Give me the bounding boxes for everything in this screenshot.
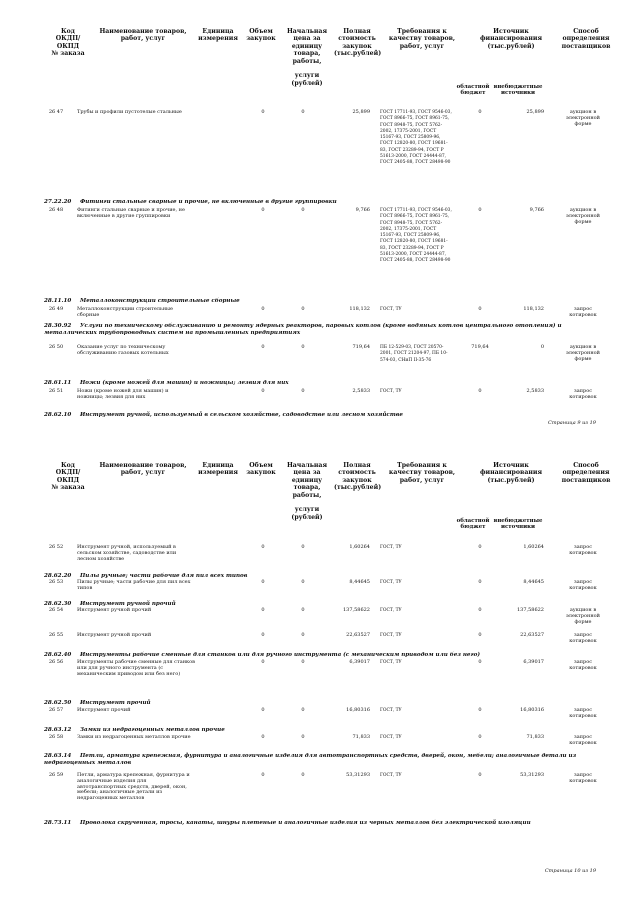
row-id: 26 54: [48, 607, 64, 613]
row-extra: 53,31293: [520, 772, 544, 778]
group-code: 27.22.20: [44, 199, 72, 205]
header-volume: Объем закупок: [246, 28, 276, 43]
row-volume: 0: [261, 607, 265, 613]
row-regional: 719,64: [471, 344, 489, 350]
row-id: 26 58: [48, 734, 64, 740]
group-code: 28.62.50: [44, 700, 72, 706]
row-total: 8,44645: [349, 579, 370, 585]
group-heading: [44, 727, 604, 734]
group-title: Инструменты рабочие сменные для станков или для ручного инструмента (с механическим приводом или без него): [80, 652, 480, 658]
row-price: 0: [301, 707, 305, 713]
row-requirements: ГОСТ, ТУ: [380, 545, 402, 550]
row-method: запрос котировок: [569, 544, 597, 556]
row-extra: 71,833: [526, 734, 544, 740]
group-code: 28.73.11: [44, 820, 72, 826]
row-price: 0: [301, 659, 305, 665]
row-regional: 0: [478, 707, 482, 713]
group-title: Металлоконструкции строительные сборные: [80, 298, 240, 304]
row-total: 118,132: [349, 306, 370, 312]
row-regional: 0: [478, 388, 482, 394]
row-total: 2,5833: [352, 388, 370, 394]
row-volume: 0: [261, 109, 265, 115]
row-total: 137,58622: [342, 607, 370, 613]
row-method: запрос котировок: [569, 772, 597, 784]
row-requirements: ГОСТ, ТУ: [380, 660, 402, 665]
row-name: Инструмент ручной прочий: [77, 607, 152, 613]
header-regional: областной бюджет: [456, 84, 490, 97]
row-price: 0: [301, 607, 305, 613]
row-total: 1,60264: [349, 544, 370, 550]
group-title: Инструмент ручной прочий: [80, 601, 176, 607]
header-method: Способ определения поставщиков: [561, 28, 611, 50]
row-volume: 0: [261, 659, 265, 665]
row-price: 0: [301, 344, 305, 350]
group-title: Услуги по техническому обслуживанию и ремонту ядерных реакторов, паровых котлов (кроме водяных котлов центрального отопления) и металлических трубопроводных систем на промышленных предприятиях: [44, 323, 562, 336]
row-regional: 0: [478, 607, 482, 613]
header-start-price: Начальная цена за единицу товара, работы, услуги (рублей): [286, 28, 328, 87]
row-name: Петли, арматура крепежная, фурнитура и аналогичные изделия для автотранспортных средств, дверей, окон, мебели; аналогичные детали из недрагоценных металлов: [77, 772, 190, 802]
row-price: 0: [301, 772, 305, 778]
row-total: 9,766: [355, 207, 370, 213]
row-extra: 6,39017: [523, 659, 544, 665]
row-price: 0: [301, 632, 305, 638]
row-regional: 0: [478, 659, 482, 665]
header-volume: Объем закупок: [246, 462, 276, 477]
row-volume: 0: [261, 579, 265, 585]
row-volume: 0: [261, 306, 265, 312]
header-source: Источник финансирования (тыс.рублей): [479, 28, 543, 50]
header-requirements: Требования к качеству товаров, работ, услуг: [388, 462, 456, 484]
group-code: 28.61.11: [44, 380, 72, 386]
row-price: 0: [301, 207, 305, 213]
row-volume: 0: [261, 707, 265, 713]
row-regional: 0: [478, 734, 482, 740]
row-price: 0: [301, 544, 305, 550]
header-regional: областной бюджет: [456, 518, 490, 531]
group-code: 28.11.10: [44, 298, 72, 304]
group-heading: [44, 652, 604, 659]
row-extra: 22,63527: [520, 632, 544, 638]
page-number: Страница 10 из 19: [544, 868, 596, 874]
group-code: 28.62.40: [44, 652, 72, 658]
group-code: 28.63.12: [44, 727, 72, 733]
row-total: 16,80316: [346, 707, 370, 713]
row-name: Инструмент прочий: [77, 707, 131, 713]
group-heading: [44, 820, 604, 827]
row-requirements: ГОСТ 17711-93, ГОСТ 9546-03, ГОСТ 8966-75, ГОСТ 8961-75, ГОСТ 8948-75, ГОСТ 5762-2002, 17375-2001, ГОСТ 15167-93, ГОСТ 25809-96, ГОСТ 12820-80, ГОСТ 19681-83, ГОСТ 23289-94, ГОСТ Р 51613-2000, ГОСТ 24444-87, ГОСТ 2405-88, ГОСТ 28498-90: [380, 110, 452, 166]
row-extra: 118,132: [523, 306, 544, 312]
row-id: 26 51: [48, 388, 64, 394]
row-requirements: ПБ 12-529-03, ГОСТ 20570-2001, ГОСТ 21204-97, ПБ 10-574-03, СНиП II-35-76: [380, 345, 448, 363]
row-id: 26 59: [48, 772, 64, 778]
header-extra: внебюджетные источники: [493, 84, 543, 97]
header-source: Источник финансирования (тыс.рублей): [479, 462, 543, 484]
row-volume: 0: [261, 544, 265, 550]
group-code: 28.63.14: [44, 753, 72, 759]
header-requirements: Требования к качеству товаров, работ, услуг: [388, 28, 456, 50]
row-extra: 8,44645: [523, 579, 544, 585]
group-code: 28.62.10: [44, 412, 72, 418]
row-requirements: ГОСТ 17711-93, ГОСТ 9546-03, ГОСТ 8966-75, ГОСТ 8961-75, ГОСТ 8948-75, ГОСТ 5762-2002, 17375-2001, ГОСТ 15167-93, ГОСТ 25809-96, ГОСТ 12820-80, ГОСТ 19681-83, ГОСТ 23289-94, ГОСТ Р 51613-2000, ГОСТ 24444-87, ГОСТ 2405-88, ГОСТ 28498-90: [380, 208, 452, 264]
row-name: Инструменты рабочие сменные для станков или для ручного инструмента (с механическим приводом или без него): [77, 659, 195, 677]
row-regional: 0: [478, 109, 482, 115]
header-name: Наименование товаров, работ, услуг: [99, 462, 187, 477]
row-regional: 0: [478, 306, 482, 312]
row-method: аукцион в электронной форме: [565, 344, 601, 362]
row-requirements: ГОСТ, ТУ: [380, 608, 402, 613]
row-id: 26 52: [48, 544, 64, 550]
group-title: Проволока скрученная, тросы, канаты, шнуры плетеные и аналогичные изделия из черных металлов без электрической изоляции: [80, 820, 531, 826]
header-code: Код ОКДП/ ОКПД № заказа: [51, 462, 85, 492]
row-volume: 0: [261, 772, 265, 778]
row-method: запрос котировок: [569, 388, 597, 400]
row-regional: 0: [478, 579, 482, 585]
row-volume: 0: [261, 734, 265, 740]
row-id: 26 53: [48, 579, 64, 585]
row-method: аукцион в электронной форме: [565, 607, 601, 625]
group-title: Инструмент прочий: [80, 700, 151, 706]
header-unit: Единица измерения: [198, 462, 238, 477]
row-price: 0: [301, 306, 305, 312]
group-code: 28.30.92: [44, 323, 72, 329]
row-regional: 0: [478, 207, 482, 213]
row-regional: 0: [478, 632, 482, 638]
row-name: Фитинги стальные сварные и прочие, не включенные в другие группировки: [77, 207, 185, 219]
row-extra: 9,766: [529, 207, 544, 213]
row-name: Пилы ручные; части рабочие для пил всех типов: [77, 579, 191, 591]
row-price: 0: [301, 579, 305, 585]
group-code: 28.62.20: [44, 573, 72, 579]
row-price: 0: [301, 109, 305, 115]
row-name: Металлоконструкции строительные сборные: [77, 306, 173, 318]
row-requirements: ГОСТ, ТУ: [380, 735, 402, 740]
group-title: Пилы ручные; части рабочие для пил всех типов: [80, 573, 248, 579]
row-extra: 137,58622: [516, 607, 544, 613]
row-id: 26 57: [48, 707, 64, 713]
row-total: 719,64: [352, 344, 370, 350]
row-requirements: ГОСТ, ТУ: [380, 633, 402, 638]
row-name: Оказание услуг по техническому обслуживанию газовых котельных: [77, 344, 169, 356]
row-volume: 0: [261, 388, 265, 394]
row-method: аукцион в электронной форме: [565, 109, 601, 127]
row-name: Ножи (кроме ножей для машин) и ножницы; лезвия для них: [77, 388, 169, 400]
row-method: запрос котировок: [569, 659, 597, 671]
row-total: 71,833: [352, 734, 370, 740]
row-extra: 1,60264: [523, 544, 544, 550]
row-total: 25,899: [352, 109, 370, 115]
header-name: Наименование товаров, работ, услуг: [99, 28, 187, 43]
header-extra: внебюджетные источники: [493, 518, 543, 531]
row-id: 26 47: [48, 109, 64, 115]
row-total: 6,39017: [349, 659, 370, 665]
header-start-price: Начальная цена за единицу товара, работы, услуги (рублей): [286, 462, 328, 521]
row-method: запрос котировок: [569, 579, 597, 591]
row-id: 26 56: [48, 659, 64, 665]
row-name: Инструмент ручной прочий: [77, 632, 152, 638]
group-title: Фитинги стальные сварные и прочие, не включенные в другие группировки: [80, 199, 337, 205]
group-title: Ножи (кроме ножей для машин) и ножницы; лезвия для них: [80, 380, 289, 386]
row-method: аукцион в электронной форме: [565, 207, 601, 225]
row-id: 26 49: [48, 306, 64, 312]
row-id: 26 48: [48, 207, 64, 213]
row-regional: 0: [478, 544, 482, 550]
header-total: Полная стоимость закупок (тыс.рублей): [334, 28, 382, 58]
row-method: запрос котировок: [569, 734, 597, 746]
row-total: 53,31293: [346, 772, 370, 778]
header-unit: Единица измерения: [198, 28, 238, 43]
row-price: 0: [301, 388, 305, 394]
row-volume: 0: [261, 207, 265, 213]
group-heading: [44, 753, 604, 766]
group-code: 28.62.30: [44, 601, 72, 607]
row-extra: 2,5833: [526, 388, 544, 394]
group-title: Инструмент ручной, используемый в сельском хозяйстве, садоводстве или лесном хозяйстве: [80, 412, 403, 418]
row-extra: 16,80316: [520, 707, 544, 713]
row-extra: 25,899: [526, 109, 544, 115]
row-name: Трубы и профили пустотелые стальные: [77, 109, 182, 115]
row-id: 26 55: [48, 632, 64, 638]
page-number: Страница 9 из 19: [548, 420, 596, 426]
row-requirements: ГОСТ, ТУ: [380, 389, 402, 394]
row-extra: 0: [540, 344, 544, 350]
row-name: Замки из недрагоценных металлов прочие: [77, 734, 191, 740]
row-requirements: ГОСТ, ТУ: [380, 307, 402, 312]
group-heading: [44, 700, 604, 707]
header-method: Способ определения поставщиков: [561, 462, 611, 484]
row-method: запрос котировок: [569, 707, 597, 719]
row-requirements: ГОСТ, ТУ: [380, 708, 402, 713]
group-title: Замки из недрагоценных металлов прочие: [80, 727, 225, 733]
row-price: 0: [301, 734, 305, 740]
group-title: Петли, арматура крепежная, фурнитура и аналогичные изделия для автотранспортных средств, дверей, окон, мебели; аналогичные детали из недрагоценных металлов: [44, 753, 577, 766]
row-method: запрос котировок: [569, 632, 597, 644]
row-requirements: ГОСТ, ТУ: [380, 580, 402, 585]
row-name: Инструмент ручной, используемый в сельском хозяйстве, садоводстве или лесном хозяйстве: [77, 544, 177, 562]
header-code: Код ОКДП/ ОКПД № заказа: [51, 28, 85, 58]
row-total: 22,63527: [346, 632, 370, 638]
row-regional: 0: [478, 772, 482, 778]
header-total: Полная стоимость закупок (тыс.рублей): [334, 462, 382, 492]
row-volume: 0: [261, 632, 265, 638]
row-volume: 0: [261, 344, 265, 350]
row-method: запрос котировок: [569, 306, 597, 318]
row-id: 26 50: [48, 344, 64, 350]
row-requirements: ГОСТ, ТУ: [380, 773, 402, 778]
